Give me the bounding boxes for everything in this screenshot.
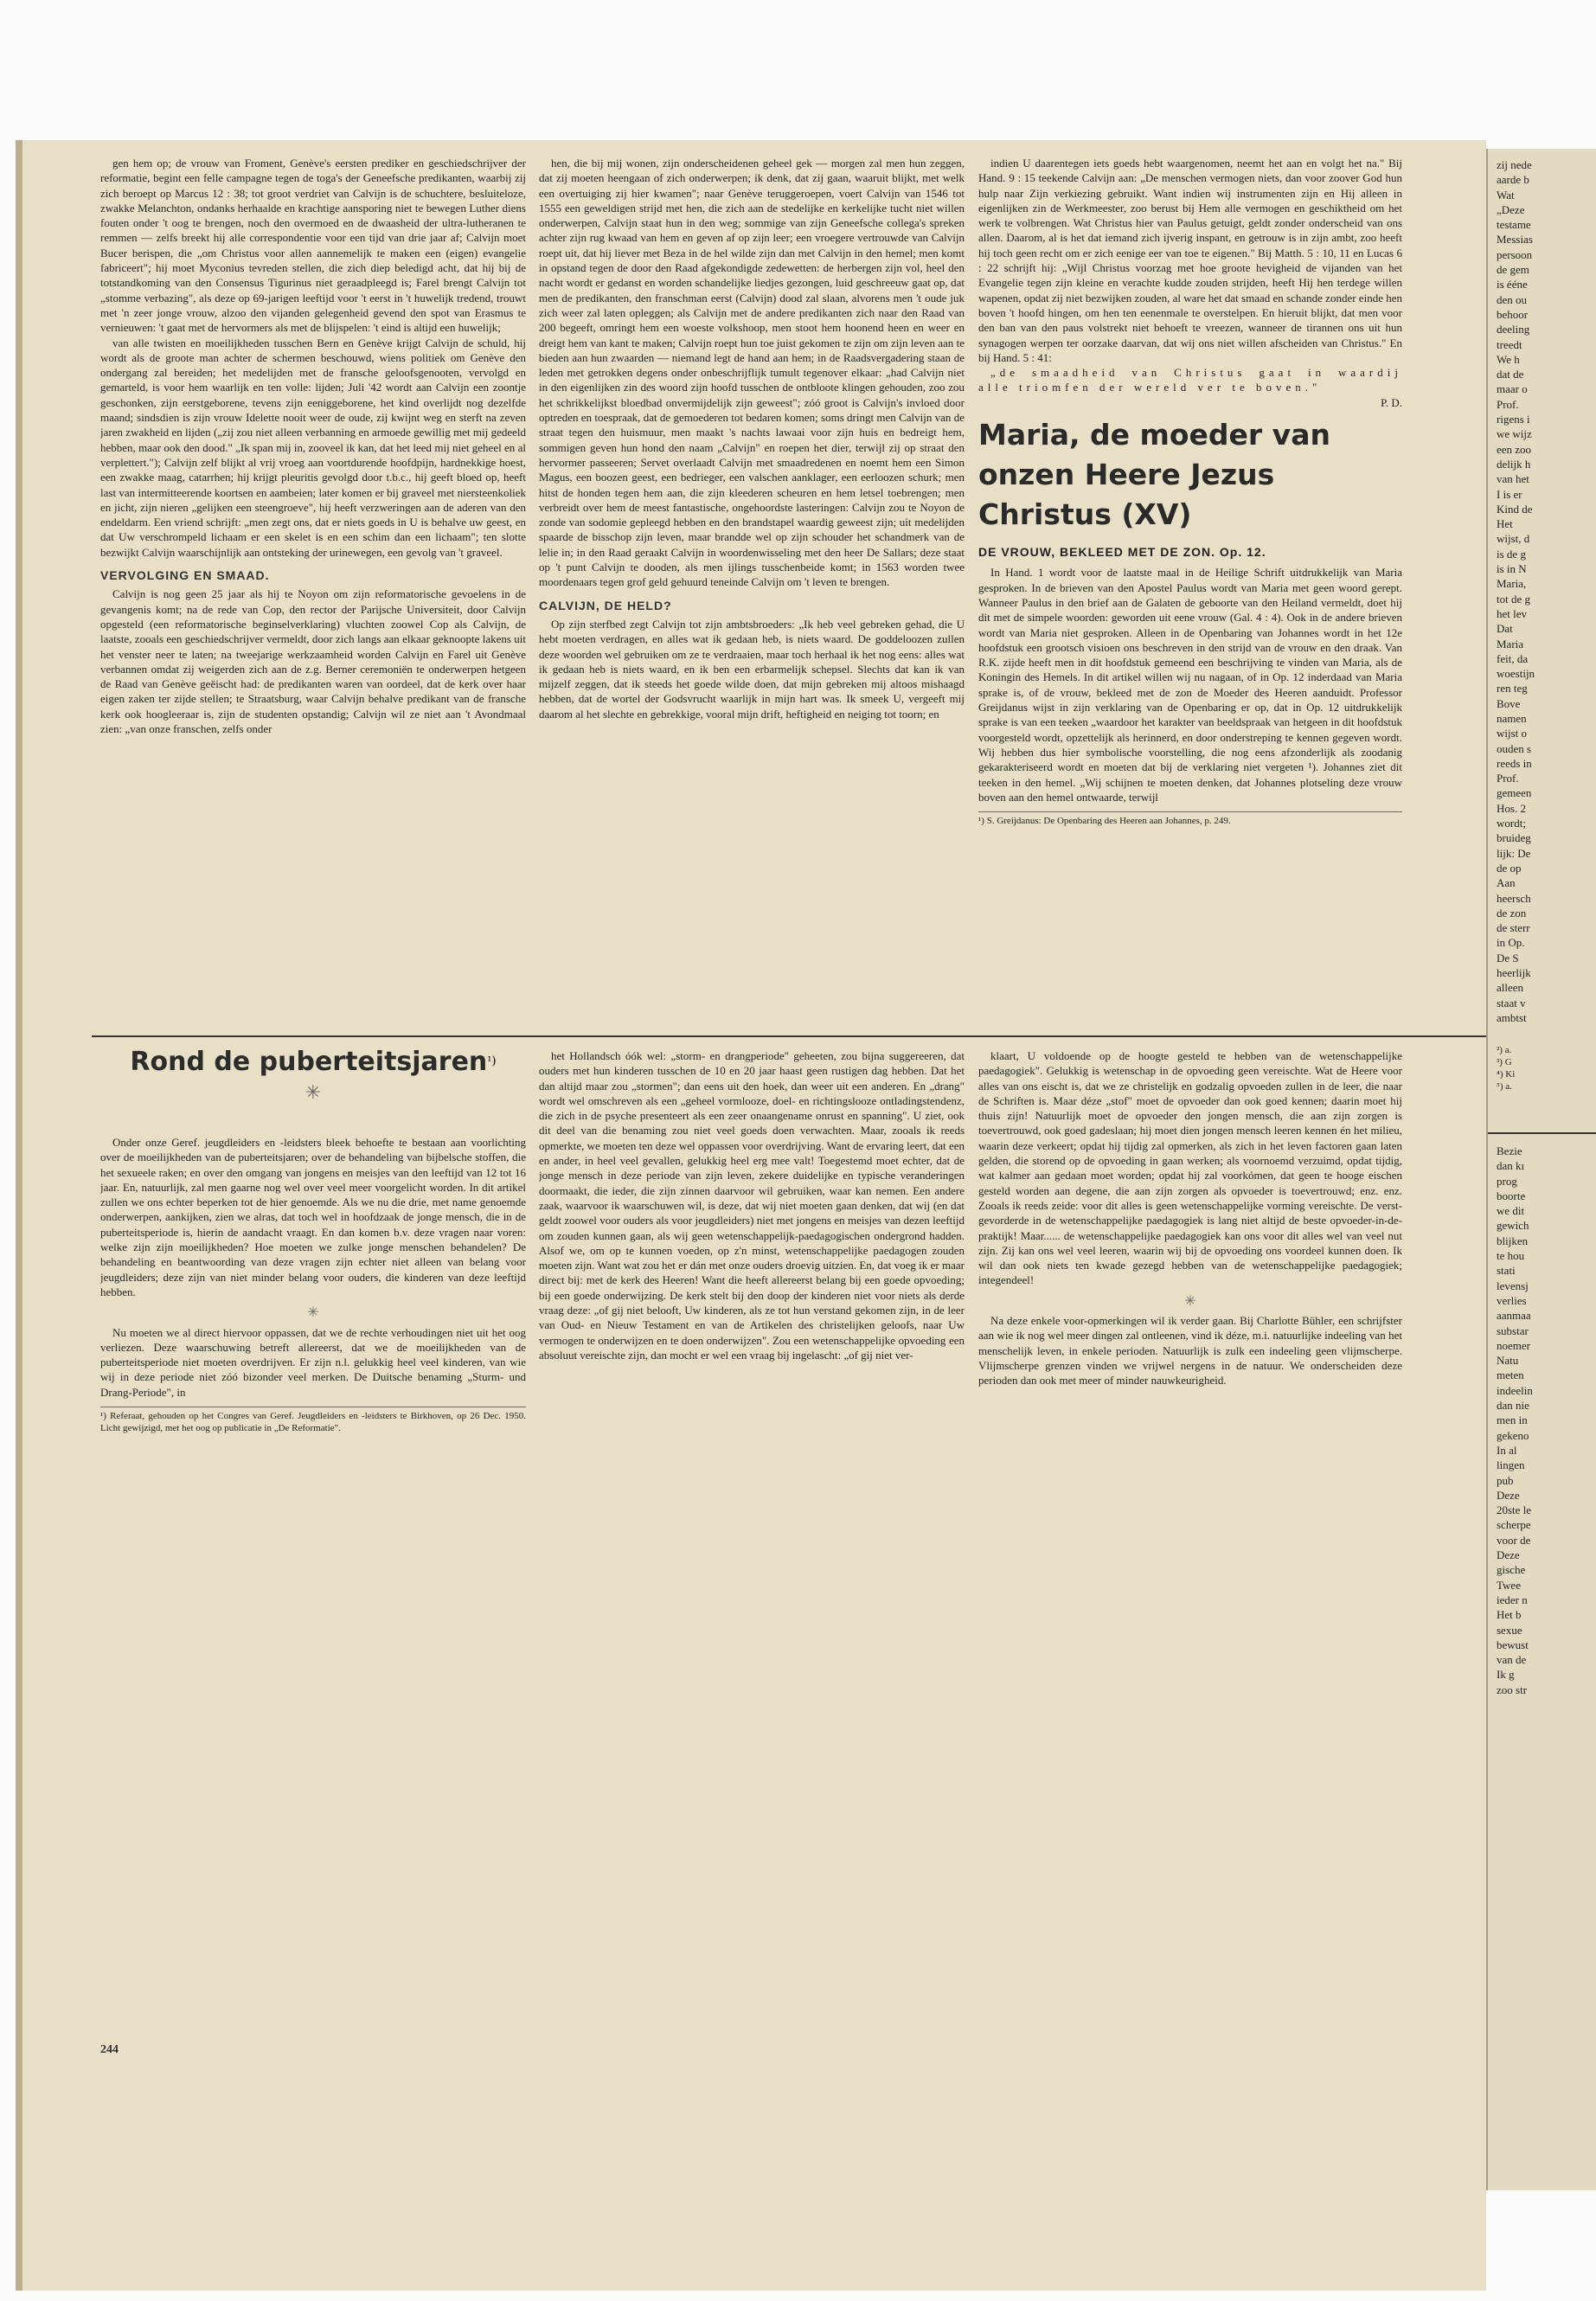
cropped-line: wijst o [1497,727,1528,740]
cropped-line: van de [1497,1653,1527,1667]
cropped-line: In al [1497,1443,1517,1457]
cropped-line: namen [1497,711,1527,725]
cropped-line: Bove [1497,696,1521,710]
cropped-line: scherpe [1497,1518,1531,1532]
section-heading: VERVOLGING EN SMAAD. [100,568,270,583]
cropped-line: levensj [1497,1279,1529,1292]
cropped-line: gische [1497,1563,1526,1577]
cropped-line: Maria, [1497,577,1527,591]
cropped-line: woestijn [1497,667,1535,681]
section-divider [1488,1132,1596,1134]
footnote: ¹) Referaat, gehouden op het Congres van Geref. Jeugdleiders en -leidsters te Birkhoven, op 26 Dec. 1950. Licht gewijzigd, met het oog op publicatie in „De Reformatie". [100,1407,526,1434]
cropped-line: ouden s [1497,741,1532,755]
cropped-line: gewich [1497,1219,1529,1233]
cropped-line: de zon [1497,906,1527,920]
cropped-line: zoo str [1497,1682,1528,1696]
paragraph: het Hollandsch óók wel: „storm- en drangperiode" geheeten, zou bijna suggereeren, dat ouders met hun kinderen tusschen de 10 en 20 jaar haast geen rustigen dag hebben. Dat het dan altijd maar zou „stormen"; dan eens uit den hoek, dan weer uit een anderen. En „drang" wordt wel omschreven als een „geheel vormlooze, doel- en richtingslooze ontladingstendenz, die zich in de psyche presenteert als een zeer onaangename onrust en spanning". U ziet, ook dit deel van die benaming zou niet veel goeds doen verwachten. Maar, zooals ik reeds opmerkte, we moeten ten deze wel oppassen voor overdrijving. Want de ervaring leert, dat een en ander, in heel veel gevallen, gelukkig heel erg mee valt! Toegestemd moet echter, dat de jonge mensch in deze periode van zijn leven, zekere duidelijke en typische veranderingen doormaakt, die ieder, die zijn zinnen daarvoor wil gebruiken, waar kan nemen. Een andere zaak, waarvoor ik waarschuwen wil, is deze, dat wij niet moeten gaan denken, dat wij (en dat geldt zoowel voor ouders als voor jeugdleiders) niet met jongens en meisjes van dezen leeftijd om zouden kunnen gaan, als wij geen wetenschappelijk-paedagogischen ondergrond hadden. Alsof we, om op te kunnen voeden, op z'n minst, wetenschappelijke paedagogen zouden moeten zijn. Want wat zou het er dán met onze ouders droevig uitzien. En, dat voeg ik er maar direct bij: met de kerk des Heeren! Want die heeft allereerst belang bij een goede opvoeding; bij een goede onderwijzing. De kerk stelt bij den doop der kinderen niet voor niets als derde vraag deze: „of gij niet belooft, Uw kinderen, als ze tot hun verstand gekomen zijn, in de leer van Oud- en Nieuw Testament en van de Artikelen des christelijken geloofs, naar Uw vermogen te onderwijzen en te doen onderwijzen". Zou een wetenschappelijke opvoeding een absoluut vereischte zijn, dan mocht er wel een vraag bij ingelascht: „of gij niet ver- [539,1049,965,1362]
cropped-line: staat v [1497,996,1526,1009]
cropped-line: Hos. 2 [1497,801,1526,815]
cropped-column-top [1497,157,1596,1022]
cropped-line: I is er [1497,487,1522,501]
cropped-line: te hou [1497,1249,1525,1263]
article-title [100,1047,526,1104]
cropped-line: ²) a. [1497,1045,1512,1055]
cropped-line: Prof. [1497,772,1519,785]
author-signature: P. D. [1381,395,1402,409]
paragraph: Op zijn sterfbed zegt Calvijn tot zijn ambtsbroeders: „Ik heb veel gebreken gehad, die U hebt moeten verdragen, en alles wat ik gedaan heb, is niets waard. De goddeloozen zullen deze woorden wel gebruiken om ze te verdraaien, maar toch herhaal ik het nog eens: alles wat ik gedaan heb is niets waard, en ik ben een erbarmelijk schepsel. Slechts dat kan ik van mijzelf zeggen, dat ik steeds het goede wilde doen, dat mijn gebreken mij altoos mishaagd hebben, dat de wortel der Godsvrucht waarlijk in mijn hart was. Ik smeek U, vergeeft mij daarom al het slechte en gebrekkige, vooral mijn drift, heftigheid en neiging tot toorn; en [539,617,965,721]
cropped-line: rigens i [1497,413,1530,426]
article-subtitle: DE VROUW, BEKLEED MET DE ZON. Op. 12. [978,545,1266,560]
cropped-line: behoor [1497,307,1529,321]
cropped-line: Wat [1497,188,1515,202]
star-ornament: ✳ [307,1304,319,1321]
cropped-line: persoon [1497,247,1533,261]
cropped-line: Messias [1497,233,1533,247]
cropped-line: Kind de [1497,502,1533,516]
cropped-line: een zoo [1497,442,1532,456]
cropped-line: lingen [1497,1458,1525,1472]
cropped-line: in Op. [1497,936,1525,950]
cropped-line: 20ste le [1497,1503,1532,1517]
newspaper-page [16,140,1486,2291]
cropped-line: we wijz [1497,427,1532,441]
cropped-line: de op [1497,861,1522,875]
paragraph: Calvijn is nog geen 25 jaar als hij te Noyon om zijn reformatorische gevoelens in de gevangenis komt; na de rede van Cop, den rector der Parijsche Universiteit, door Calvijn opgesteld (een reformatorische beginselverklaring) vluchten zoowel Cop als Calvijn, de laatste, zooals een geschiedschrijver vermeldt, door zich langs aan elkaar geknoopte lakens uit het venster neer te laten; na tweejarige werkzaamheid worden Calvijn en Farel uit Genève verbannen omdat zij weigerden zich aan de z.g. Berner ceremoniën te onderwerpen hetgeen de Raad van Genève geëischt had: de predikanten waren van oordeel, dat de kerk over haar eigen zaken ter zijde stellen; te Straatsburg, waar Calvijn behalve predikant van de fransche kerk ook hoogleeraar is, zijn de studenten opstandig; Calvijn wil ze niet aan 't Avondmaal zien: „van onze franschen, zelfs onder [100,587,526,735]
cropped-line: den ou [1497,292,1528,306]
cropped-line: is in N [1497,562,1527,576]
cropped-line: gekeno [1497,1428,1529,1442]
cropped-line: dan nie [1497,1399,1529,1413]
cropped-line: Maria [1497,637,1524,651]
cropped-line: ⁴) Ki [1497,1069,1516,1080]
cropped-line: van het [1497,472,1529,486]
cropped-line: „Deze [1497,202,1525,216]
cropped-line: is de g [1497,547,1526,561]
cropped-line: lijk: De [1497,846,1531,860]
cropped-line: feit, da [1497,651,1529,665]
cropped-line: boorte [1497,1189,1526,1202]
cropped-footnotes [1497,1044,1596,1122]
title-text: Rond de puberteitsjaren [130,1047,488,1077]
cropped-line: heersch [1497,891,1531,905]
paragraph: Nu moeten we al direct hiervoor oppassen, dat we de rechte verhoudingen niet uit het oog verliezen. Deze waarschuwing betreft allereerst, dat we de moeilijkheden van de puberteitsperiode niet moeten overdrijven. Er zijn n.l. gelukkig heel veel kinderen, van wie wij in deze periode niet zóó bizonder veel merken. De Duitsche benaming „Sturm- und Drang-Periode", in [100,1325,526,1399]
cropped-line: dan kı [1497,1159,1525,1173]
spaced-quote: „de smaadheid van Christus gaat in waardij alle triomfen der wereld ver te boven." [978,366,1402,394]
paragraph: indien U daarentegen iets goeds hebt waargenomen, neemt het aan en volgt het na." Bij Hand. 9 : 15 teekende Calvijn aan: „De menschen vermogen niets, dan voor zoover God hun hulp naar Zijn verkiezing gebruikt. Want indien wij instrumenten zijn en Hij alleen in eigenlijken zin de Werkmeester, zoo berust bij Hem alle vermogen en geschiktheid om het werk te volbrengen. Wat Christus hier van Paulus getuigt, geldt zonder onderscheid van ons allen. Daarom, al is het dat iemand zich ijverig inspant, en getrouw is in zijn ambt, zoo heeft hij toch geen recht om er zich eenige eer van toe te eigenen." Bij Matth. 5 : 10, 11 en Lucas 6 : 22 schrijft hij: „Wijl Christus voorzag met hoe groote hevigheid de vijanden van het Evangelie tegen zijn kleine en verachte kudde zouden strijden, heeft Hij hen terdege willen wapenen, opdat zij niet bezwijken zouden, al ware het dat smaad en schande zonder einde hen boven 't hoofd hingen, om hen ten eenenmale te overstelpen. En hieruit blijkt, dat men voor den ban van den paus volstrekt niet behoeft te vreezen, wanneer de tirannen ons uit hun synagogen werpen ter oorzake daarvan, dat wij ons niet willen afscheiden van Christus." En bij Hand. 5 : 41: [978,157,1402,364]
cropped-line: Het b [1497,1608,1522,1622]
cropped-line: deeling [1497,323,1530,336]
cropped-line: voor de [1497,1533,1531,1547]
paragraph: hen, die bij mij wonen, zijn onderscheidenen geheel gek — morgen zal men hun zeggen, dat zij moeten heengaan of zich onderwerpen; ik denk, dat zij gaan, waaruit blijkt, met welk een overtuiging zij hier kwamen"; naar Genève teruggeroepen, voert Calvijn van 1546 tot 1555 een geweldigen strijd met hen, die zich aan de stedelijke en kerkelijke tucht niet willen onderwerpen, Calvijn staat hun in den weg; sommige van zijn Geneefsche collega's spreken achter zijn rug kwaad van hem en geven af op zijn leer; een vroegere vertrouwde van Calvijn roept uit, dat hij liever met Beza in de hel wilde zijn dan met Calvijn in den hemel; men komt in opstand tegen de door den Raad afgekondigde zedewetten: de herbergen zijn vol, heel den nacht wordt er gedanst en worden schandelijke liedjes gezongen, luid geschreeuw gaat op, dat men de predikanten, den franschman eerst (Calvijn) dood zal slaan, alvorens men 't oude juk zich weer zal laten opleggen; als Calvijn met de andere predikanten zich naar den Raad van 200 begeeft, omringt hem een woeste volkshoop, men stoot hem hoonend heen en weer en dreigt hem van kant te maken; Calvijn roept hun toe juist gekomen te zijn om zijn leven aan te bieden aan hun zwaarden — niemand legt de hand aan hem; in de Raadsvergadering staan de leden met getrokken degens onder onbeschrijflijk tumult tegenover elkaar: „had Calvijn niet in den eigenlijken zin des woord zijn hoofd tusschen de ontbloote klingen gehouden, zoo zou het schrikkelijkst bloedbad onvermijdelijk zijn geweest"; zóó groot is Calvijn's invloed door optreden en toespraak, dat de gemoederen tot bedaren komen; soms dringt men Calvijn van de straat tegen den huismuur, men maakt 's nachts lawaai voor zijn huis en bedreigt hem, sommigen geven hun hond den naam „Calvijn" en roepen het dier, terwijl zij op straat den hervormer passeeren; Servet overlaadt Calvijn met smaadredenen en noemt hem een Simon Magus, een boozen geest, een bedrieger, een valschen aanklager, een eerloozen schurk; men hitst de honden tegen hem aan, die zijn kleederen scheuren en hem letsel toebrengen; men verbreidt over hem de meest fantastische, ongehoordste lasteringen: Calvijn zou te Noyon de zonde van sodomie gepleegd hebben en den brandstapel waardig geweest zijn; uit medelijden spaarde de bisschop zijn leven, maar brandde wel op zijn schouder het schandmerk van de lelie in; in den Raad geraakt Calvijn in woordenwisseling met den heer De Sallars; deze staat op 't punt Calvijn te dooden, als men ijlings tusschenbeide komt; in 1563 worden twee moordenaars tegen grof geld gehuurd teneinde Calvijn om 't leven te brengen. [539,157,965,589]
paragraph: Onder onze Geref. jeugdleiders en -leidsters bleek behoefte te bestaan aan voorlichting over de moeilijkheden van de puberteitsjaren; over de behandeling van bijbelsche stoffen, die het sexueele raken; en over den omgang van jongens en meisjes van den leeftijd van 12 tot 16 jaar. En, natuurlijk, zal men gaarne nog wel over veel meer voorgelicht worden. In dit artikel zullen we ons echter beperken tot de hier genoemde. Als we nu die drie, met name genoemde onderwerpen, aankijken, zien we alras, dat toch wel in hoofdzaak de jonge mensch, die in de puberteitsperiode is, hierin de aandacht vraagt. En dan komen b.v. deze vragen naar voren: welke zijn zijn moeilijkheden? Hoe moeten we zulke jonge menschen behandelen? De behandeling en beantwoording van deze vragen zijn echter niet alleen van belang voor jeugdleiders; deze zijn van niet minder belang voor ouders, die kinderen van deze leeftijd hebben. [100,1136,526,1298]
cropped-line: prog [1497,1174,1517,1188]
cropped-line: is ééne [1497,278,1528,292]
paragraph: van alle twisten en moeilijkheden tusschen Bern en Genève krijgt Calvijn de schuld, hij wordt als de groote man achter de schermen beschouwd, wiens politiek om Genève den ondergang zal bereiden; het medelijden met de fransche geloofsgenooten, vervolgd en gemarteld, is voor hem waarlijk en ten volle: lijden; Juli '42 wordt aan Calvijn een zoontje geschonken, zijn eerstgeborene, tevens zijn eeniggeborene, het kind overlijdt nog dezelfde maand; sindsdien is zijn vrouw Idelette nooit weer de oude, zij kwijnt weg en sterft na zeven jaren zwakheid en lijden („zij zou niet alleen verbanning en armoede gewillig met mij gedeeld hebben, maar ook den dood." „Ik span mij in, zooveel ik kan, dat het leed mij niet geheel en al verplettert."); Calvijn zelf blijkt al vrij vroeg aan voortdurende hoofdpijn, hardnekkige hoest, een zwakke maag, catarrhen; hij krijgt pleuritis gevolgd door t.b.c., hij geeft bloed op, heeft last van intermitteerende koortsen en aambeien; later komen er bij graveel met niersteenkoliek en jicht, zijn nieren „gelijken een steengroeve", hij heeft verzweringen aan de aderen van den endeldarm. Een vriend schrijft: „men zegt ons, dat er niets goeds in U is behalve uw geest, en dat Uw verschrompeld lichaam er een skelet is en een schim dan een lichaam"; ten slotte bezwijkt Calvijn waarschijnlijk aan ontsteking der urinewegen, een gevolg van 't graveel. [100,336,526,559]
cropped-line: alleen [1497,981,1524,995]
cropped-line: ambtst [1497,1010,1527,1022]
cropped-line: treedt [1497,337,1522,351]
cropped-line: Aan [1497,876,1516,890]
cropped-line: wordt; [1497,817,1526,830]
footnote: ¹) S. Greijdanus: De Openbaring des Heeren aan Johannes, p. 249. [978,811,1402,827]
article-column-3 [978,156,1402,1029]
section-divider [92,1035,1486,1037]
cropped-line: reeds in [1497,756,1532,770]
article-title: Maria, de moeder van onzen Heere Jezus Christus (XV) [978,418,1330,532]
cropped-line: pub [1497,1473,1514,1487]
cropped-line: Het [1497,517,1513,531]
cropped-line: we dit [1497,1204,1525,1218]
cropped-line: stati [1497,1264,1516,1278]
cropped-line: ⁵) a. [1497,1081,1512,1092]
cropped-line: indeelin [1497,1383,1533,1397]
cropped-line: blijken [1497,1234,1529,1247]
title-footnote-mark: ¹) [487,1054,497,1068]
cropped-line: bruideg [1497,831,1531,845]
article-column-1 [100,1135,526,2035]
cropped-line: het lev [1497,606,1528,620]
cropped-line: We h [1497,352,1520,366]
cropped-line: de sterr [1497,921,1530,935]
cropped-line: Bezie [1497,1144,1522,1157]
section-heading: CALVIJN, DE HELD? [539,598,672,612]
cropped-line: ³) G [1497,1057,1512,1067]
adjacent-page-cropped [1486,149,1596,2190]
cropped-line: sexue [1497,1623,1522,1637]
cropped-line: Dat [1497,622,1513,636]
cropped-line: testame [1497,218,1531,232]
cropped-line: dat de [1497,368,1524,381]
cropped-line: wijst, d [1497,532,1530,546]
cropped-line: Deze [1497,1548,1520,1562]
paragraph: klaart, U voldoende op de hoogte gesteld te hebben van de wetenschappelijke paedagogiek". Gelukkig is wetenschap in de opvoeding geen vereischte. Wat de Heere voor alles van ons eischt is, dat we ze christelijk en godzalig opvoeden zullen in de leer, die naar de Schriften is. Maar déze „stof" moet de opvoeder dan ook goed kennen; daarin moet hij thuis zijn! Natuurlijk moet de opvoeder den jongen mensch, die aan zijn zorgen is toevertrouwd, ook goed gadeslaan; hij moet dien jongen mensch leeren kennen én het milieu, waarin deze verkeert; opdat hij tijdig zal opmerken, als zich in het leven factoren gaan laten gelden, die storend op de opvoeding in gaan werken; als voornoemd verzuimd, opdat tijdig, wat kalmer aan gedaan moet worden; opdat hij zal voorkómen, dat geen te hooge eischen gesteld worden aan degene, die aan zijn zorgen als opvoeder is toevertrouwd; enz. enz. Zooals ik reeds zeide: voor dit alles is geen wetenschappelijke vorming vereischte. De verst-gevorderde in de wetenschappelijke paedagogiek is lang niet altijd de beste opvoeder-in-de-praktijk! Maar...... de wetenschappelijke paedagogiek kan ons voor dit alles wel van veel nut zijn. Zij kan ons wel veel leeren, waarin wij bij de opvoeding ons voordeel kunnen doen. Ik wil dan ook niets ten kwade gezegd hebben van de wetenschappelijke paedagogiek; integendeel! [978,1049,1402,1287]
article-column-3 [978,1048,1402,2035]
cropped-line: maar o [1497,382,1528,396]
paragraph: Na deze enkele voor-opmerkingen wil ik verder gaan. Bij Charlotte Bühler, een schrijfster aan wie ik nog wel meer dingen zal ontleenen, vind ik déze, m.i. natuurlijke indeeling van het menschelijk leven, in enkele perioden. Natuurlijk is zulk een indeeling geen vlijmscherpe. Vlijmscherpe grenzen vinden we vrijwel nergens in de natuur. We onderscheiden deze perioden dan ook met meer of minder nauwkeurigheid. [978,1314,1402,1388]
cropped-line: Deze [1497,1488,1520,1502]
cropped-line: aanmaa [1497,1309,1531,1323]
article-column-1 [100,156,526,1029]
cropped-column-bottom [1497,1144,1596,2095]
cropped-line: Ik g [1497,1668,1515,1682]
cropped-line: Natu [1497,1354,1519,1368]
cropped-line: zij nede [1497,158,1532,171]
cropped-line: verlies [1497,1293,1527,1307]
cropped-line: men in [1497,1413,1528,1427]
article-column-2 [539,1048,965,2035]
article-column-2 [539,156,965,1029]
paragraph: gen hem op; de vrouw van Froment, Genève's eersten prediker en geschiedschrijver der reformatie, begint een felle campagne tegen de toga's der Geneefsche predikanten, waarbij zij zich beroept op Marcus 12 : 38; tot groot verdriet van Calvijn is de schuchtere, besluiteloze, zwakke Melanchton, ondanks herhaalde en krachtige aansporing niet te bewegen Luther diens fouten onder 't oog te brengen, noch den overmoed en de dwaasheid der ultra-lutheranen te remmen — zelfs breekt hij alle correspondentie voor een tijd van drie jaar af; Calvijn moet Bucer berispen, die „om Christus voor allen aannemelijk te maken een (eigen) evangelie fabriceert"; hij moet Myconius tevreden stellen, die zich diep beledigd acht, dat hij bij de totstandkoming van den Consensus Tigurinus niet geraadpleegd is; Farel brengt Calvijn tot „stomme verbazing", als deze op 69-jarigen leeftijd voor 't eerst in 't huwelijk tredend, trouwt met 'n zeer jonge vrouw, alzoo den vijanden gelegenheid gevend den spot van Erasmus te vernieuwen: 't gaat met de hervormers als met de blijspelen: 't eind is altijd een huwelijk; [100,157,526,335]
cropped-line: bewust [1497,1638,1529,1651]
cropped-line: heerlijk [1497,966,1531,980]
star-ornament: ✳ [1184,1292,1196,1309]
cropped-line: de gem [1497,263,1529,277]
cropped-line: meten [1497,1368,1524,1382]
cropped-line: De S [1497,951,1519,965]
cropped-line: delijk h [1497,457,1531,471]
cropped-line: ieder n [1497,1593,1528,1606]
cropped-line: aarde b [1497,173,1529,187]
cropped-line: ren teg [1497,682,1528,695]
cropped-line: Prof. [1497,397,1519,411]
star-ornament: ✳ [304,1082,322,1104]
page-number: 244 [100,2043,119,2056]
cropped-line: tot de g [1497,592,1530,606]
cropped-line: substar [1497,1324,1529,1337]
cropped-line: noemer [1497,1338,1530,1352]
cropped-line: Twee [1497,1578,1521,1592]
cropped-line: gemeen [1497,786,1532,800]
paragraph: In Hand. 1 wordt voor de laatste maal in de Heilige Schrift uitdrukkelijk van Maria gesproken. In de brieven van den Apostel Paulus wordt van Maria met geen woord gerept. Wanneer Paulus in den brief aan de Galaten de geboorte van den Heiland vermeldt, doet hij dit met de simpele woorden: geworden uit eene vrouw (Gal. 4 : 4). Ook in de andere brieven wordt van Maria niet gesproken. Alleen in de Openbaring van Johannes wordt in het 12e hoofdstuk een grootsch visioen ons beschreven in den strijd van de vrouw en den draak. Van R.K. zijde heeft men in dit hoofdstuk gemeend een beschrijving te vinden van Maria, als de Koningin des Hemels. In dit artikel willen wij nu nagaan, of in Op. 12 inderdaad van Maria sprake is, of de vrouw, bekleed met de zon de Moeder des Heeren aanduidt. Professor Greijdanus wijst in zijn verklaring van de Openbaring er op, dat in Op. 12 uitdrukkelijk sprake is van een teeken „waardoor het karakter van beeldspraak van hetgeen in dit hoofdstuk voorgesteld wordt, opzettelijk als herinnerd, en door onderstreping te kennen gegeven wordt. Wij hebben dus hier symbolische voorstelling, die nog eens afzonderlijk als zoodanig gekarakteriseerd wordt en moeten dat bij de verklaring niet vergeten ¹). Johannes ziet dit teeken in den hemel. „Wij schijnen te moeten denken, dat Johannes plotseling deze vrouw boven aan den hemel ontwaarde, terwijl [978,566,1402,804]
